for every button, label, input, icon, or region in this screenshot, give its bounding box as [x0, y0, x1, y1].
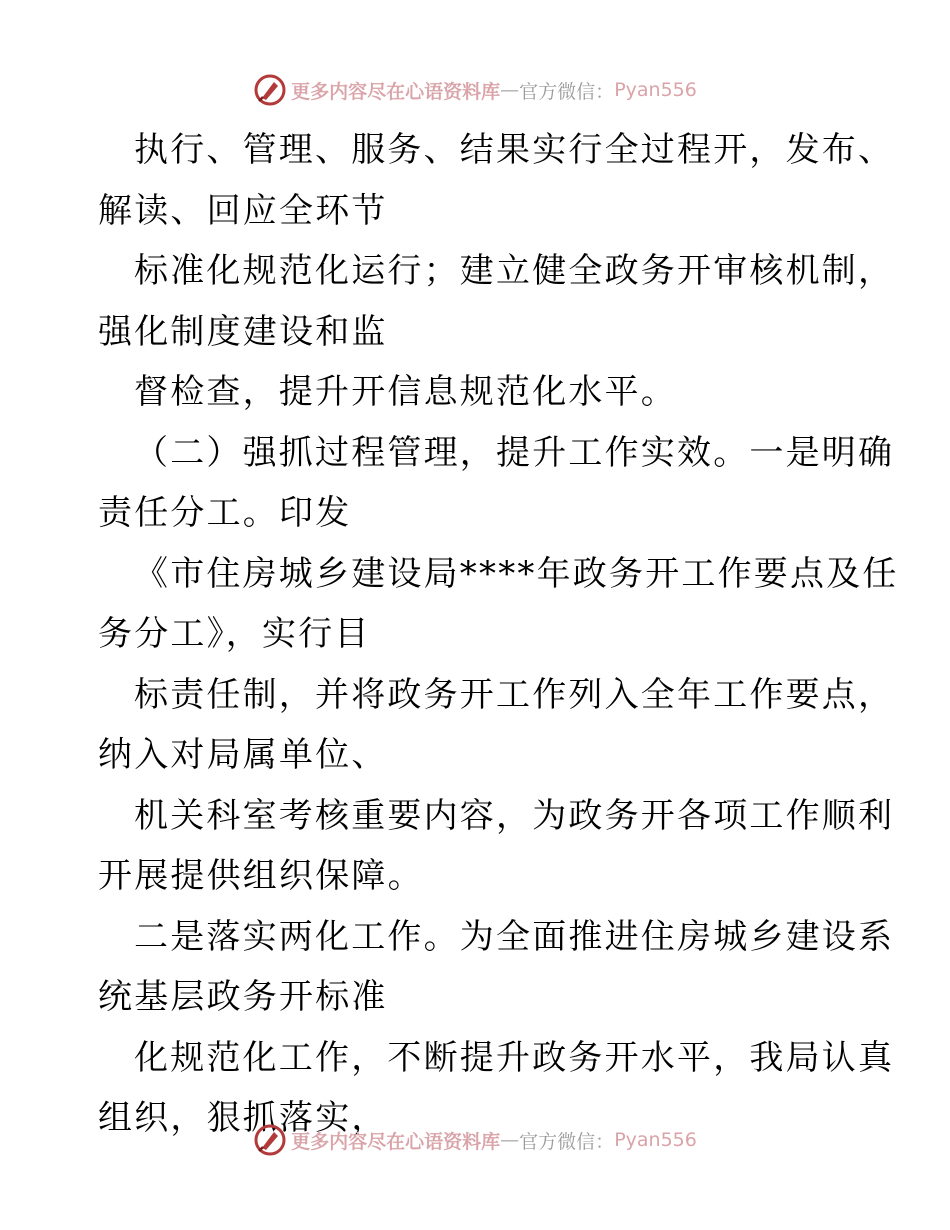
- body-line: 开展提供组织保障。: [98, 856, 424, 896]
- watermark-separator: —: [500, 79, 520, 101]
- watermark-side-text: 官方微信：: [519, 1130, 615, 1153]
- body-line: 解读、回应全环节: [98, 190, 388, 231]
- body-line: 统基层政务开标准: [98, 977, 388, 1017]
- body-line: 标准化规范化运行；建立健全政务开审核机制，: [134, 251, 895, 291]
- body-line: 标责任制，并将政务开工作列入全年工作要点，: [134, 674, 895, 715]
- document-body: [98, 120, 899, 1149]
- watermark-id: Pyan556: [614, 79, 697, 101]
- body-line: 《市住房城乡建设局****年政务开工作要点及任: [134, 553, 899, 594]
- body-line: 责任分工。印发: [98, 493, 352, 533]
- body-line: 强化制度建设和监: [98, 311, 388, 352]
- header-watermark: [0, 70, 950, 110]
- body-line: 二是落实两化工作。为全面推进住房城乡建设系: [134, 916, 895, 957]
- watermark-id: Pyan556: [614, 1129, 697, 1151]
- body-line: 组织，狠抓落实，: [98, 1098, 388, 1138]
- watermark-side-text: 官方微信：: [519, 80, 615, 103]
- watermark-main-text: 更多内容尽在心语资料库: [291, 1130, 501, 1153]
- body-line: （二）强抓过程管理，提升工作实效。一是明确: [134, 432, 895, 473]
- pen-nib-logo-icon: [253, 73, 287, 107]
- body-line: 务分工》，实行目: [98, 614, 371, 654]
- pen-nib-logo-icon: [253, 1123, 287, 1157]
- body-line: 机关科室考核重要内容，为政务开各项工作顺利: [134, 795, 895, 836]
- watermark-main-text: 更多内容尽在心语资料库: [291, 80, 501, 103]
- body-line: 执行、管理、服务、结果实行全过程开，发布、: [134, 130, 895, 170]
- footer-watermark: [0, 1120, 950, 1160]
- body-line: 化规范化工作，不断提升政务开水平，我局认真: [134, 1037, 895, 1078]
- watermark-separator: —: [500, 1129, 520, 1151]
- body-line: 纳入对局属单位、: [98, 735, 388, 775]
- body-line: 督检查，提升开信息规范化水平。: [134, 372, 677, 412]
